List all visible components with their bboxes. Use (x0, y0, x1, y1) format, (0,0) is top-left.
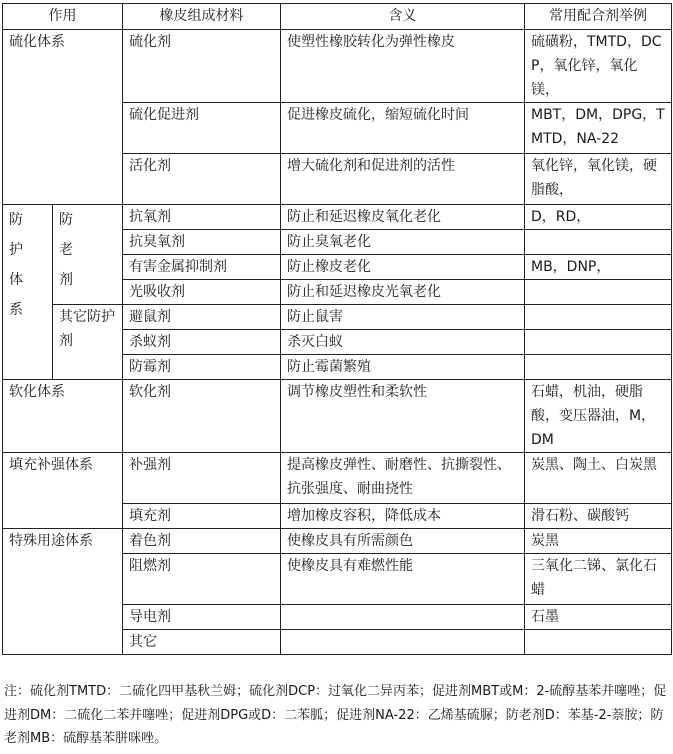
group-vulcanization: 硫化体系 (3, 30, 123, 205)
rubber-composition-table (2, 3, 672, 655)
meaning-cell: 防止臭氧老化 (281, 230, 525, 255)
examples-cell: 石墨 (525, 605, 672, 630)
meaning-cell: 防止和延迟橡皮光氧老化 (281, 280, 525, 305)
meaning-cell: 增加橡皮容积，降低成本 (281, 504, 525, 529)
examples-cell: 炭黑 (525, 529, 672, 554)
meaning-cell: 使橡皮具有所需颜色 (281, 529, 525, 554)
material-cell: 软化剂 (123, 380, 281, 453)
material-cell: 抗氧剂 (123, 205, 281, 230)
table-row (3, 305, 672, 330)
material-cell: 着色剂 (123, 529, 281, 554)
examples-cell: MBT，DM，DPG，TMTD，NA-22 (525, 103, 672, 154)
material-cell: 其它 (123, 630, 281, 655)
material-cell: 填充剂 (123, 504, 281, 529)
examples-cell (525, 305, 672, 330)
examples-cell (525, 230, 672, 255)
meaning-cell: 防止霉菌繁殖 (281, 355, 525, 380)
table-row (3, 380, 672, 453)
table-row (3, 453, 672, 504)
meaning-cell: 增大硫化剂和促进剂的活性 (281, 154, 525, 205)
material-cell: 避鼠剂 (123, 305, 281, 330)
material-cell: 杀蚁剂 (123, 330, 281, 355)
meaning-cell: 使橡皮具有难燃性能 (281, 554, 525, 605)
meaning-cell: 防止橡皮老化 (281, 255, 525, 280)
material-cell: 防霉剂 (123, 355, 281, 380)
group-protection: 防 护 体 系 (3, 205, 53, 380)
group-filling: 填充补强体系 (3, 453, 123, 529)
material-cell: 有害金属抑制剂 (123, 255, 281, 280)
material-cell: 补强剂 (123, 453, 281, 504)
header-row (3, 4, 672, 30)
meaning-cell (281, 605, 525, 630)
header-meaning: 含义 (281, 4, 525, 30)
meaning-cell: 杀灭白蚁 (281, 330, 525, 355)
examples-cell: 氧化锌，氧化镁，硬脂酸， (525, 154, 672, 205)
examples-cell (525, 330, 672, 355)
examples-cell (525, 630, 672, 655)
meaning-cell: 提高橡皮弹性、耐磨性、抗撕裂性、抗张强度、耐曲挠性 (281, 453, 525, 504)
table-row (3, 529, 672, 554)
header-role: 作用 (3, 4, 123, 30)
header-material: 橡皮组成材料 (123, 4, 281, 30)
meaning-cell: 促进橡皮硫化，缩短硫化时间 (281, 103, 525, 154)
material-cell: 光吸收剂 (123, 280, 281, 305)
group-other-protection: 其它防护剂 (53, 305, 123, 380)
material-cell: 导电剂 (123, 605, 281, 630)
group-softening: 软化体系 (3, 380, 123, 453)
material-cell: 硫化促进剂 (123, 103, 281, 154)
examples-cell: MB，DNP， (525, 255, 672, 280)
footnote: 注：硫化剂TMTD：二硫化四甲基秋兰姆；硫化剂DCP：过氧化二异丙苯；促进剂MBT或M：2-硫醇基苯并噻唑；促进剂DM：二硫化二苯并噻唑；促进剂DPG或D：二苯胍；促进剂NA-22：乙烯基硫脲；防老剂D：苯基-2-萘胺；防老剂MB：硫醇基苯胼咪唑。 (4, 684, 667, 746)
examples-cell (525, 280, 672, 305)
examples-cell (525, 355, 672, 380)
examples-cell: 滑石粉、碳酸钙 (525, 504, 672, 529)
material-cell: 活化剂 (123, 154, 281, 205)
material-cell: 抗臭氧剂 (123, 230, 281, 255)
group-antiaging: 防 老 剂 (53, 205, 123, 305)
group-special: 特殊用途体系 (3, 529, 123, 655)
meaning-cell: 防止鼠害 (281, 305, 525, 330)
material-cell: 阻燃剂 (123, 554, 281, 605)
meaning-cell: 调节橡皮塑性和柔软性 (281, 380, 525, 453)
meaning-cell: 防止和延迟橡皮氧化老化 (281, 205, 525, 230)
examples-cell: 石蜡，机油，硬脂酸，变压器油，M，DM (525, 380, 672, 453)
examples-cell: 炭黑、陶土、白炭黑 (525, 453, 672, 504)
meaning-cell (281, 630, 525, 655)
material-cell: 硫化剂 (123, 30, 281, 103)
examples-cell: 三氧化二锑、氯化石蜡 (525, 554, 672, 605)
table-row (3, 30, 672, 103)
meaning-cell: 使塑性橡胶转化为弹性橡皮 (281, 30, 525, 103)
examples-cell: 硫磺粉，TMTD，DCP，氧化锌，氧化镁， (525, 30, 672, 103)
header-examples: 常用配合剂举例 (525, 4, 672, 30)
examples-cell: D，RD， (525, 205, 672, 230)
table-row (3, 205, 672, 230)
